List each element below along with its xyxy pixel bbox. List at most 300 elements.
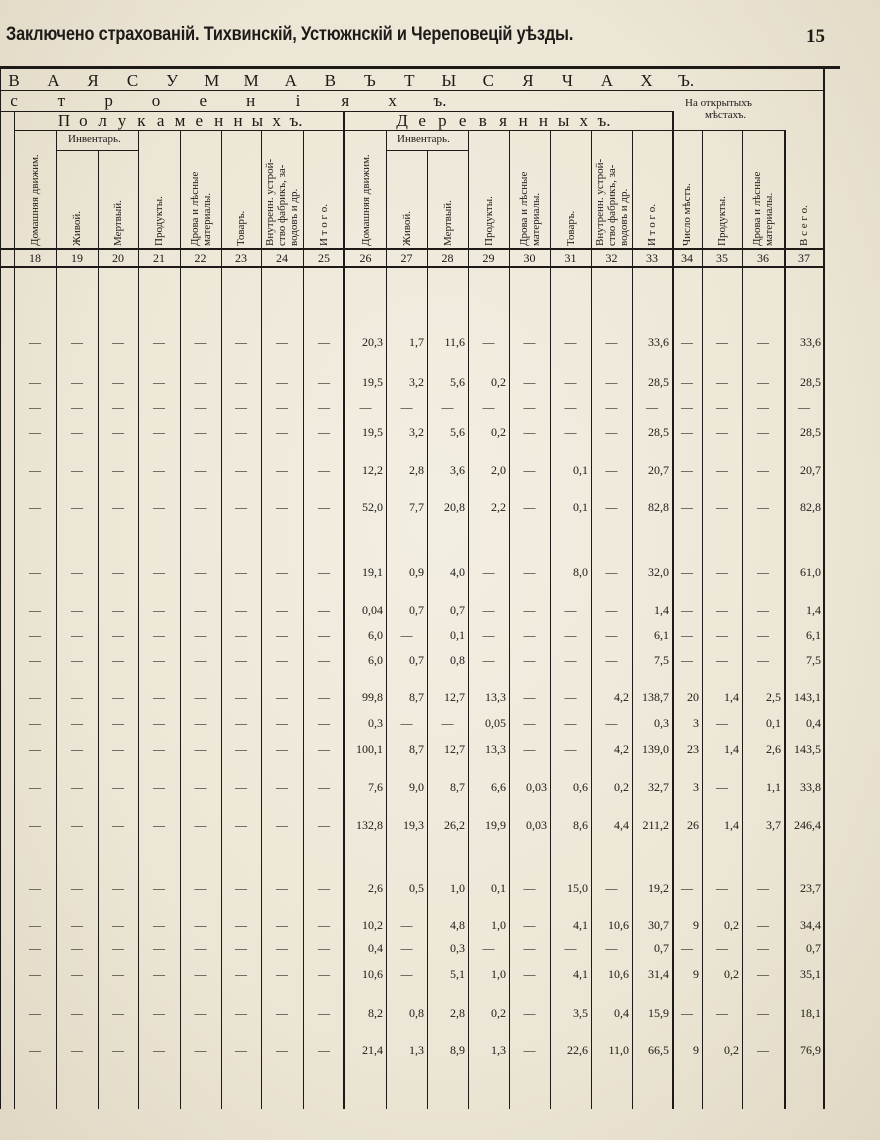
table-cell: — (112, 335, 124, 349)
table-cell: 0,5 (409, 881, 424, 895)
table-cell: — (318, 335, 330, 349)
table-cell: 2,6 (766, 742, 781, 756)
wooden-letter: н (518, 111, 528, 130)
table-cell: — (564, 628, 577, 642)
table-cell: 132,8 (356, 818, 383, 832)
column-number: 23 (235, 251, 247, 265)
column-header: Число мѣстъ. (681, 183, 693, 246)
table-cell: — (276, 603, 288, 617)
column-line (261, 130, 262, 1109)
table-cell: — (29, 463, 41, 477)
table-cell: — (716, 780, 728, 794)
table-cell: 61,0 (800, 565, 821, 579)
table-cell: — (153, 967, 165, 981)
table-cell: 2,6 (368, 881, 383, 895)
table-cell: — (482, 941, 495, 955)
semi-stone-letter: л (98, 111, 107, 130)
table-cell: 0,3 (654, 716, 669, 730)
table-cell: — (523, 375, 536, 389)
table-cell: — (29, 653, 41, 667)
column-number: 28 (441, 251, 454, 265)
table-cell: 32,7 (648, 780, 669, 794)
table-cell: — (71, 941, 83, 955)
table-cell: — (235, 818, 247, 832)
table-cell: — (194, 500, 207, 514)
table-cell: 10,6 (362, 967, 383, 981)
semi-stone-letter: х (272, 111, 281, 130)
table-cell: — (153, 716, 165, 730)
structures-letter: т (57, 91, 66, 110)
table-cell: 9 (693, 967, 699, 981)
table-cell: 5,1 (450, 967, 465, 981)
structures-letter: я (341, 91, 350, 110)
table-cell: 143,1 (794, 690, 821, 704)
table-cell: — (400, 967, 413, 981)
table-cell: 1,0 (450, 881, 465, 895)
table-cell: — (757, 375, 769, 389)
table-cell: — (523, 565, 536, 579)
open-rule (672, 130, 784, 131)
table-cell: 34,4 (800, 918, 821, 932)
table-cell: — (318, 1043, 330, 1057)
table-cell: 23 (687, 742, 699, 756)
table-cell: — (71, 742, 83, 756)
column-line (784, 130, 786, 1109)
title-letter: М (243, 71, 259, 90)
table-cell: 33,6 (648, 335, 669, 349)
table-cell: — (276, 463, 288, 477)
table-cell: 0,9 (409, 565, 424, 579)
table-cell: — (153, 603, 165, 617)
column-number: 24 (276, 251, 288, 265)
semi-stone-letter: у (117, 111, 127, 130)
table-cell: — (523, 918, 536, 932)
table-cell: — (194, 941, 207, 955)
title-letter: С (482, 71, 495, 90)
table-cell: — (605, 335, 618, 349)
column-line (221, 130, 222, 1109)
table-cell: — (29, 375, 41, 389)
title-letter: С (126, 71, 139, 90)
table-cell: — (194, 565, 207, 579)
table-cell: — (235, 918, 247, 932)
table-cell: — (716, 653, 728, 667)
table-cell: 1,3 (491, 1043, 506, 1057)
title-letter: Т (404, 71, 415, 90)
table-cell: — (757, 400, 769, 414)
table-cell: — (523, 742, 536, 756)
table-cell: 0,8 (409, 1006, 424, 1020)
table-cell: — (318, 918, 330, 932)
table-cell: — (29, 565, 41, 579)
table-cell: — (153, 918, 165, 932)
table-cell: — (235, 425, 247, 439)
open-places-label: мѣстахъ. (705, 109, 747, 121)
table-cell: — (276, 1006, 288, 1020)
table-cell: — (29, 500, 41, 514)
table-cell: — (276, 742, 288, 756)
table-cell: 5,6 (450, 375, 465, 389)
table-cell: — (194, 375, 207, 389)
table-cell: 6,1 (806, 628, 821, 642)
table-cell: — (523, 967, 536, 981)
structures-letter: с (10, 91, 18, 110)
table-cell: 1,0 (491, 967, 506, 981)
table-cell: — (153, 742, 165, 756)
table-cell: — (605, 628, 618, 642)
table-cell: — (716, 400, 728, 414)
column-number: 34 (681, 251, 693, 265)
structures-letter: ъ. (433, 91, 447, 110)
table-cell: — (29, 400, 41, 414)
table-cell: — (112, 941, 124, 955)
column-number: 25 (318, 251, 330, 265)
table-cell: 10,6 (608, 967, 629, 981)
title-letter: Я (522, 71, 534, 90)
table-cell: 21,4 (362, 1043, 383, 1057)
table-cell: — (276, 818, 288, 832)
column-header: Домашняя движим. (29, 154, 41, 246)
table-cell: — (71, 603, 83, 617)
table-cell: 20 (687, 690, 699, 704)
table-cell: — (71, 1043, 83, 1057)
table-cell: 20,7 (648, 463, 669, 477)
table-cell: 0,2 (614, 780, 629, 794)
table-cell: — (318, 500, 330, 514)
table-cell: 11,0 (608, 1043, 629, 1057)
table-cell: — (523, 500, 536, 514)
title-letter: А (47, 71, 60, 90)
table-cell: — (757, 335, 769, 349)
table-cell: — (29, 716, 41, 730)
table-cell: — (564, 375, 577, 389)
table-cell: — (757, 967, 769, 981)
colnum-rule-bottom (0, 266, 824, 268)
table-cell: 9 (693, 1043, 699, 1057)
table-cell: — (681, 500, 693, 514)
table-cell: — (564, 690, 577, 704)
table-border-right (823, 69, 825, 1109)
table-cell: — (681, 565, 693, 579)
table-cell: 0,4 (806, 716, 821, 730)
table-cell: — (71, 716, 83, 730)
table-cell: 0,7 (806, 941, 821, 955)
table-cell: — (112, 881, 124, 895)
table-cell: — (153, 335, 165, 349)
table-cell: — (482, 400, 495, 414)
table-cell: — (194, 742, 207, 756)
table-cell: — (235, 742, 247, 756)
table-cell: 26,2 (444, 818, 465, 832)
table-cell: — (112, 818, 124, 832)
table-cell: — (564, 400, 577, 414)
table-cell: — (757, 918, 769, 932)
table-cell: — (71, 780, 83, 794)
table-cell: — (523, 881, 536, 895)
title-rule (0, 90, 824, 91)
table-cell: — (194, 463, 207, 477)
table-cell: — (605, 881, 618, 895)
column-header: Внутренн. устрой- (264, 158, 276, 246)
table-cell: — (29, 335, 41, 349)
table-cell: 1,4 (654, 603, 669, 617)
semi-stone-letter: ы (251, 111, 264, 130)
column-header: Продукты. (153, 196, 165, 246)
table-cell: — (523, 335, 536, 349)
table-cell: — (716, 603, 728, 617)
table-cell: — (318, 603, 330, 617)
table-cell: 5,6 (450, 425, 465, 439)
table-cell: 0,8 (450, 653, 465, 667)
semi-stone-letter: м (174, 111, 186, 130)
table-cell: — (716, 335, 728, 349)
table-cell: — (400, 400, 413, 414)
table-cell: — (235, 400, 247, 414)
wooden-letter: я (499, 111, 507, 130)
table-cell: — (112, 628, 124, 642)
table-cell: 10,6 (608, 918, 629, 932)
table-cell: — (605, 565, 618, 579)
table-cell: — (29, 881, 41, 895)
table-cell: 138,7 (642, 690, 669, 704)
table-cell: — (523, 603, 536, 617)
table-cell: — (29, 780, 41, 794)
table-cell: 0,2 (491, 1006, 506, 1020)
column-header: Дрова и лѣсные (517, 171, 530, 246)
title-letter: М (204, 71, 220, 90)
table-cell: — (276, 375, 288, 389)
table-cell: 19,1 (362, 565, 383, 579)
structures-letter: і (295, 91, 301, 110)
table-cell: 4,2 (614, 742, 629, 756)
table-cell: — (716, 716, 728, 730)
table-cell: — (194, 1043, 207, 1057)
wooden-letter: ъ. (597, 111, 611, 130)
table-cell: — (681, 1006, 693, 1020)
table-cell: 19,2 (648, 881, 669, 895)
title-letter: Ъ (363, 71, 376, 90)
table-cell: — (112, 780, 124, 794)
table-cell: 246,4 (794, 818, 821, 832)
table-cell: — (400, 716, 413, 730)
table-cell: 0,7 (409, 653, 424, 667)
table-cell: — (29, 425, 41, 439)
table-cell: — (318, 425, 330, 439)
table-cell: — (194, 780, 207, 794)
table-cell: — (71, 500, 83, 514)
table-cell: 0,2 (491, 375, 506, 389)
table-cell: — (716, 941, 728, 955)
table-cell: 19,9 (485, 818, 506, 832)
column-header: Мертвый. (441, 200, 454, 246)
structures-letter: е (199, 91, 208, 110)
wooden-letter: р (438, 111, 447, 130)
table-cell: — (71, 335, 83, 349)
table-cell: 2,0 (491, 463, 506, 477)
title-letter: А (284, 71, 297, 90)
table-cell: 0,2 (724, 918, 739, 932)
table-cell: 11,6 (444, 335, 465, 349)
table-cell: — (318, 400, 330, 414)
table-cell: — (112, 918, 124, 932)
table-cell: — (318, 690, 330, 704)
table-cell: — (71, 463, 83, 477)
table-cell: — (153, 400, 165, 414)
wooden-letter: е (418, 111, 426, 130)
table-cell: — (194, 400, 207, 414)
table-cell: — (112, 967, 124, 981)
table-cell: — (235, 881, 247, 895)
table-cell: — (605, 716, 618, 730)
table-cell: — (681, 335, 693, 349)
table-cell: 0,1 (573, 463, 588, 477)
column-header: водовъ и др. (617, 188, 630, 246)
table-cell: 20,8 (444, 500, 465, 514)
table-cell: — (235, 1043, 247, 1057)
table-cell: 9 (693, 918, 699, 932)
title-letter: В (324, 71, 336, 90)
column-line (702, 130, 703, 1109)
table-cell: — (523, 463, 536, 477)
table-cell: — (71, 881, 83, 895)
table-cell: — (153, 375, 165, 389)
table-cell: 6,6 (491, 780, 506, 794)
table-cell: — (194, 967, 207, 981)
wooden-letter: н (538, 111, 548, 130)
column-number: 37 (798, 251, 810, 265)
column-line (427, 150, 428, 1109)
column-header: Живой. (71, 211, 83, 246)
table-cell: — (276, 400, 288, 414)
table-cell: 143,5 (794, 742, 821, 756)
column-header: Продукты. (716, 196, 728, 246)
table-cell: — (523, 941, 536, 955)
table-cell: — (194, 716, 207, 730)
column-number: 31 (564, 251, 577, 265)
table-cell: 35,1 (800, 967, 821, 981)
table-cell: 2,2 (491, 500, 506, 514)
column-number: 30 (523, 251, 536, 265)
semi-stone-letter: П (57, 111, 71, 130)
table-cell: — (523, 425, 536, 439)
table-cell: 52,0 (362, 500, 383, 514)
table-cell: — (112, 653, 124, 667)
table-cell: 0,3 (368, 716, 383, 730)
table-cell: — (29, 603, 41, 617)
table-cell: — (276, 918, 288, 932)
table-cell: — (757, 1043, 769, 1057)
column-number: 35 (716, 251, 728, 265)
table-cell: — (29, 742, 41, 756)
column-line (509, 130, 510, 1109)
table-cell: — (318, 628, 330, 642)
column-number: 19 (71, 251, 83, 265)
table-cell: — (276, 653, 288, 667)
column-number: 36 (757, 251, 769, 265)
table-cell: — (716, 463, 728, 477)
table-cell: — (681, 375, 693, 389)
table-cell: 139,0 (642, 742, 669, 756)
table-cell: — (112, 565, 124, 579)
table-cell: 3,2 (409, 425, 424, 439)
table-cell: — (29, 818, 41, 832)
table-cell: 0,2 (491, 425, 506, 439)
table-cell: 12,7 (444, 690, 465, 704)
table-cell: — (71, 400, 83, 414)
table-cell: — (400, 941, 413, 955)
table-cell: — (235, 628, 247, 642)
table-cell: — (276, 1043, 288, 1057)
table-cell: 33,8 (800, 780, 821, 794)
table-cell: 7,6 (368, 780, 383, 794)
table-cell: — (441, 400, 454, 414)
column-header: Внутренн. устрой- (593, 158, 606, 246)
table-cell: 3 (693, 780, 699, 794)
table-cell: — (523, 1043, 536, 1057)
table-cell: 8,9 (450, 1043, 465, 1057)
table-cell: 0,1 (766, 716, 781, 730)
table-cell: 22,6 (567, 1043, 588, 1057)
table-cell: 0,03 (526, 818, 547, 832)
table-cell: — (716, 500, 728, 514)
structures-letter: н (246, 91, 256, 110)
table-cell: — (318, 967, 330, 981)
column-line (386, 130, 387, 1109)
table-cell: 0,2 (724, 967, 739, 981)
table-cell: — (523, 628, 536, 642)
table-cell: — (71, 653, 83, 667)
table-cell: — (153, 881, 165, 895)
table-cell: 7,5 (806, 653, 821, 667)
semi-stone-letter: е (195, 111, 204, 130)
table-cell: — (318, 941, 330, 955)
table-cell: — (112, 716, 124, 730)
page-number: 15 (806, 26, 825, 47)
table-cell: — (235, 1006, 247, 1020)
table-cell: — (523, 690, 536, 704)
table-cell: — (757, 603, 769, 617)
table-cell: — (798, 400, 810, 414)
semi-stone-letter: ъ. (289, 111, 303, 130)
table-cell: — (605, 500, 618, 514)
table-cell: 19,5 (362, 425, 383, 439)
table-cell: — (482, 335, 495, 349)
table-cell: 1,3 (409, 1043, 424, 1057)
table-cell: — (716, 881, 728, 895)
table-cell: — (235, 941, 247, 955)
inventory-label: Инвентарь. (397, 133, 450, 145)
table-cell: — (194, 653, 207, 667)
table-cell: — (235, 500, 247, 514)
header-rule (0, 66, 840, 69)
table-cell: — (29, 967, 41, 981)
table-cell: 0,05 (485, 716, 506, 730)
table-cell: — (359, 400, 372, 414)
structures-letter: о (151, 91, 161, 110)
column-line (742, 130, 743, 1109)
column-line (138, 130, 139, 1109)
table-cell: — (681, 400, 693, 414)
table-cell: — (112, 690, 124, 704)
table-cell: 8,0 (573, 565, 588, 579)
table-cell: — (153, 653, 165, 667)
table-cell: 1,4 (724, 818, 739, 832)
table-cell: — (716, 628, 728, 642)
column-header: Продукты. (482, 196, 495, 246)
table-cell: — (318, 653, 330, 667)
column-line (180, 130, 181, 1109)
table-cell: — (482, 565, 495, 579)
